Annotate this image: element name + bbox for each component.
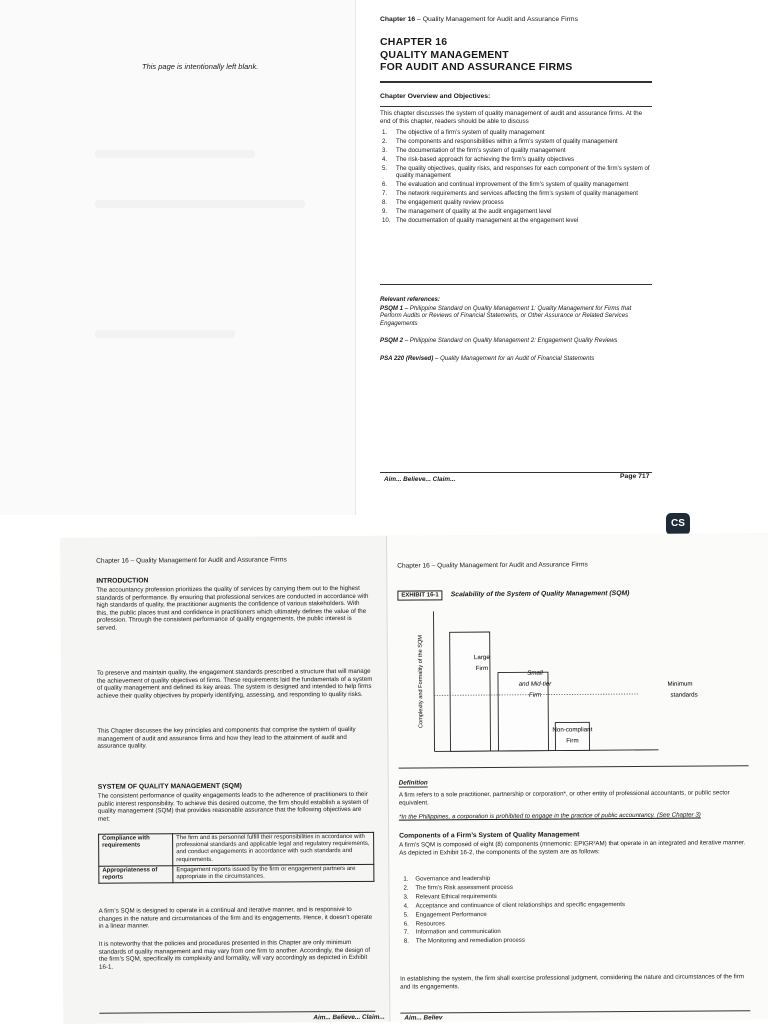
objective-item-number: 2. [382, 137, 388, 145]
objectives-list [380, 129, 652, 225]
category-label-line: Firm [566, 737, 579, 745]
objective-item-text: The management of quality at the audit engagement level [396, 207, 552, 215]
objective-item [380, 147, 652, 154]
exhibit-heading [397, 581, 757, 602]
reference-item [380, 305, 652, 328]
references-block [380, 296, 652, 373]
objective-item-text: The engagement quality review process [396, 198, 504, 206]
component-item-number: 1. [403, 875, 409, 883]
footer-rule [400, 1010, 750, 1013]
component-item-number: 6. [403, 920, 409, 928]
y-axis-label: Complexity and Formality of the SQM [417, 634, 425, 728]
category-label-line: Firm [475, 665, 489, 673]
sqm-paragraph-1: The consistent performance of quality engagements leads to the adherence of practitioners to their public interest responsibility. To achieve this desired outcome, the firm should establish a system of quality management (SQM) that provides reasonable assurance that the following objectives are met: [97, 790, 369, 823]
running-header: Chapter 16 – Quality Management for Audit and Assurance Firms [397, 561, 588, 570]
component-item-number: 3. [403, 893, 409, 901]
objective-item-text: The network requirements and services affecting the firm’s system of quality management [396, 189, 638, 197]
category-label-line: Small [527, 669, 543, 677]
definition-heading: Definition [398, 779, 428, 787]
minimum-standard-label-line: Minimum [667, 680, 693, 688]
objective-item-text: The risk-based approach for achieving the firm’s quality objectives [396, 155, 575, 163]
footer-rule [380, 472, 652, 473]
category-label-line: Non-compliant [552, 726, 593, 734]
definition-text: A firm refers to a sole practitioner, partnership or corporation*, or other entity of professional accountants, or public sector equivalent. [398, 789, 730, 807]
definition-rule [399, 765, 749, 768]
objective-item [380, 199, 652, 206]
objective-item [380, 217, 652, 224]
exhibit-16-1-chart [397, 601, 758, 764]
minimum-standard-label-line: standards [670, 691, 698, 699]
blank-page-note: This page is intentionally left blank. [142, 62, 259, 71]
component-item [400, 936, 740, 946]
chapter-title [380, 36, 656, 74]
intro-paragraph-1: The accountancy profession prioritizes the quality of services by carrying them out to the highest standards of performance. By ensuring that professional services are conducted in accordance with high standards of quality, the practitioner augments the confidence of various stakeholders. With this, the public places trust and confidence in practitioners which ultimately defines the value of the profession. Through the consistent performance of quality engagements, the public interest is served. [96, 584, 369, 632]
chapter-title-line: FOR AUDIT AND ASSURANCE FIRMS [380, 61, 573, 73]
component-item-number: 7. [403, 929, 409, 937]
components-intro: A firm’s SQM is composed of eight (8) components (mnemonic: EPIGR²AM) that operate in an integrated and iterative manner. As depicted in Exhibit 16-2, the components of the system are as follows: [399, 839, 746, 857]
component-item-text: Acceptance and continuance of client relationships and specific engagements [415, 900, 625, 910]
bar-1 [450, 632, 491, 751]
book-spread-pages [60, 533, 768, 1024]
objectives-rule [380, 284, 652, 285]
objective-item-text: The documentation of quality management at the engagement level [396, 216, 579, 224]
component-item-number: 2. [403, 884, 409, 892]
component-item-text: Information and communication [415, 928, 501, 936]
components-list [399, 873, 739, 947]
table-cell-value: The firm and its personnel fulfill their responsibilities in accordance with professional standards and applicable legal and regulatory requirements, and conduct engagements in accordance with such standards and requirements. [173, 832, 374, 865]
objective-item [380, 208, 652, 215]
intro-paragraph-2: To preserve and maintain quality, the engagement standards prescribed a structure that will manage the achievement of quality objectives of firms. These requirements laid the fundamentals of a system of quality management and defined its key areas. The system is designed and intended to help firms achieve their quality objectives by properly identifying, assessing, and responding to quality risks. [96, 667, 373, 700]
objective-item-text: The evaluation and continual improvement of the firm’s system of quality management [396, 180, 629, 188]
reference-code: PSA 220 (Revised) [380, 354, 434, 362]
objective-item-number: 9. [382, 207, 388, 215]
title-rule [380, 81, 652, 83]
reference-text: – Quality Management for an Audit of Financial Statements [433, 354, 595, 362]
sqm-paragraph-2: A firm’s SQM is designed to operate in a continual and iterative manner, and is responsive to changes in the nature and circumstances of the firm and its engagements. Hence, it doesn’t operate in a linear manner. [98, 905, 373, 930]
objective-item [380, 138, 652, 145]
objective-item-number: 4. [382, 155, 388, 163]
objective-item-text: The documentation of the firm’s system of quality management [396, 146, 566, 154]
reference-text: – Philippine Standard on Quality Management 2: Engagement Quality Reviews [403, 337, 618, 345]
running-header [380, 16, 656, 23]
component-item-text: Resources [415, 919, 445, 928]
minimum-standard-label [667, 681, 697, 699]
component-item-number: 4. [403, 902, 409, 910]
objective-item [380, 165, 652, 180]
page-footer: Aim... Believe... Claim... [313, 1013, 385, 1022]
objective-item-text: The quality objectives, quality risks, and responses for each component of the firm’s system of quality management [396, 164, 650, 180]
table-cell-key: Appropriateness of reports [99, 866, 173, 884]
exhibit-title: Scalability of the System of Quality Management (SQM) [450, 590, 630, 599]
component-item-text: Relevant Ethical requirements [415, 892, 497, 901]
intro-paragraph-3: This Chapter discusses the key principles and components that comprise the system of quality management of audit and assurance firms and how they lead to the attainment of audit and assurance quality. [97, 725, 356, 750]
objective-item-number: 5. [382, 164, 388, 172]
reference-text: – Philippine Standard on Quality Management 1: Quality Management for Firms that Perform Audits or Reviews of Financial Statements, or Other Assurance or Related Services Engagements [380, 304, 632, 327]
sqm-objectives-table [98, 832, 374, 884]
blank-left-page [0, 0, 356, 515]
table-row [99, 832, 374, 866]
category-label-line: Large [473, 654, 490, 662]
sqm-heading: SYSTEM OF QUALITY MANAGEMENT (SQM) [97, 782, 242, 791]
running-header-chapter: Chapter 16 [380, 16, 416, 23]
table-cell-value: Engagement reports issued by the firm or engagement partners are appropriate in the circumstances. [173, 864, 374, 883]
table-cell-key: Compliance with requirements [99, 834, 173, 866]
component-item-text: Governance and leadership [415, 875, 491, 883]
page-footer: Aim... Believ [404, 1014, 443, 1022]
category-label-line: Firm [528, 691, 542, 699]
objective-item-number: 1. [382, 129, 388, 136]
objective-item [380, 156, 652, 163]
component-item-text: Engagement Performance [415, 910, 487, 919]
sqm-paragraph-3: It is noteworthy that the policies and procedures presented in this Chapter are only minimum standards of quality management and may vary from one firm to another. Accordingly, the design of the firm’s SQM, specifically its complexity and formality, will vary accordingly as depicted in Exhibit 16-1. [98, 938, 371, 971]
closing-paragraph: In establishing the system, the firm shall exercise professional judgment, considering the nature and circumstances of the firm and its engagements. [400, 973, 745, 991]
chapter-title-line: QUALITY MANAGEMENT [380, 48, 509, 61]
definition-note: *In the Philippines, a corporation is prohibited to engage in the practice of public accountancy. (See Chapter 3) [398, 811, 701, 821]
references-heading: Relevant references: [380, 296, 440, 303]
chapter-title-line: CHAPTER 16 [380, 36, 448, 48]
component-item-text: The Monitoring and remediation process [415, 937, 525, 945]
camscanner-badge: CS [666, 513, 690, 535]
objective-item [380, 129, 652, 136]
objective-item-number: 3. [382, 146, 388, 154]
y-axis [434, 611, 435, 751]
component-item-number: 5. [403, 911, 409, 919]
reference-code: PSQM 1 [380, 304, 404, 312]
left-page [60, 536, 389, 1024]
component-item-number: 8. [403, 937, 409, 945]
objective-item-number: 7. [382, 189, 388, 197]
table-row [99, 864, 374, 883]
right-page [386, 533, 768, 1022]
reference-code: PSQM 2 [380, 337, 404, 345]
running-header-title: – Quality Management for Audit and Assurance Firms [415, 16, 578, 23]
objective-item [380, 181, 652, 188]
objective-item [380, 190, 652, 197]
components-heading: Components of a Firm’s System of Quality Management [399, 831, 580, 840]
page-footer: Aim... Believe... Claim... [384, 476, 456, 483]
objective-item-number: 10. [382, 216, 391, 224]
intro-heading: INTRODUCTION [96, 577, 149, 585]
objective-item-text: The components and responsibilities within a firm’s system of quality management [396, 137, 618, 145]
objective-item-number: 6. [382, 180, 388, 188]
page-number: Page 717 [620, 473, 650, 480]
chart-svg [397, 601, 758, 764]
overview-heading: Chapter Overview and Objectives: [380, 93, 491, 100]
component-item-text: The firm’s Risk assessment process [415, 883, 513, 892]
category-label-line: and Mid-tier [518, 680, 552, 688]
overview-intro: This chapter discusses the system of quality management of audit and assurance firms. At the end of this chapter, readers should be able to discuss [380, 110, 643, 125]
objective-item-number: 8. [382, 198, 388, 206]
exhibit-tag: EXHIBIT 16-1 [397, 590, 442, 600]
running-header: Chapter 16 – Quality Management for Audit and Assurance Firms [96, 556, 287, 565]
definition-box [399, 769, 751, 821]
objective-item-text: The objective of a firm’s system of quality management [396, 129, 545, 136]
overview-rule [380, 106, 652, 107]
reference-item [380, 355, 652, 363]
reference-item [380, 337, 652, 345]
